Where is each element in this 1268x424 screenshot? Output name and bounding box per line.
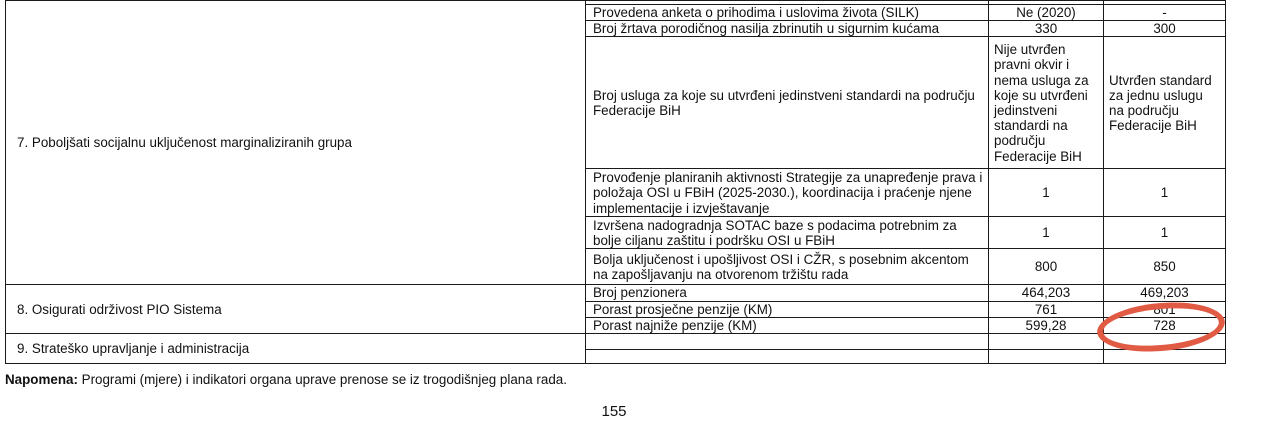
baseline-cell: 599,28: [989, 317, 1104, 333]
indicator-cell: Broj žrtava porodičnog nasilja zbrinutih u sigurnim kućama: [586, 21, 989, 37]
target-cell: 801: [1104, 301, 1226, 317]
indicators-table: [5, 0, 1225, 370]
indicator-cell: Broj usluga za koje su utvrđeni jedinstveni standardi na području Federacije BiH: [586, 37, 989, 169]
indicator-cell: [586, 334, 989, 350]
page-number: 155: [601, 403, 627, 420]
indicator-cell: Bolja uključenost i upošljivost OSI i CŽR, s posebnim akcentom na zapošljavanju na otvorenom tržištu rada: [586, 249, 989, 285]
baseline-cell: 464,203: [989, 285, 1104, 301]
indicator-cell: [586, 350, 989, 364]
indicator-cell: Broj penzionera: [586, 285, 989, 301]
baseline-cell: [989, 350, 1104, 364]
baseline-cell: Ne (2020): [989, 5, 1104, 21]
baseline-cell: 1: [989, 169, 1104, 217]
goal-8-text: 8. Osigurati održivost PIO Sistema: [17, 301, 222, 317]
goal-7-text: 7. Poboljšati socijalnu uključenost marginaliziranih grupa: [17, 135, 352, 151]
baseline-cell: 761: [989, 301, 1104, 317]
goal-9-cell: [6, 334, 586, 364]
goal-9-text: 9. Strateško upravljanje i administracija: [17, 340, 250, 356]
target-cell: [1104, 350, 1226, 364]
indicator-cell: Porast prosječne penzije (KM): [586, 301, 989, 317]
footnote: [5, 372, 567, 387]
target-cell: 850: [1104, 249, 1226, 285]
table: [5, 0, 1226, 364]
baseline-cell: 1: [989, 217, 1104, 249]
indicator-cell: Izvršena nadogradnja SOTAC baze s podacima potrebnim za bolje ciljanu zaštitu i podršku OSI u FBiH: [586, 217, 989, 249]
indicator-cell: Provođenje planiranih aktivnosti Strategije za unapređenje prava i položaja OSI u FBiH (2025-2030.), koordinacija i praćenje njene implementacije i izvještavanje: [586, 169, 989, 217]
target-cell: 728: [1104, 317, 1226, 333]
target-cell: [1104, 334, 1226, 350]
indicator-cell: Provedena anketa o prihodima i uslovima života (SILK): [586, 5, 989, 21]
target-cell: 1: [1104, 169, 1226, 217]
target-cell: 469,203: [1104, 285, 1226, 301]
target-cell: Utvrđen standard za jednu uslugu na području Federacije BiH: [1104, 37, 1226, 169]
target-cell: -: [1104, 5, 1226, 21]
baseline-cell: [989, 334, 1104, 350]
target-cell: 1: [1104, 217, 1226, 249]
baseline-cell: 330: [989, 21, 1104, 37]
table-row: [6, 334, 1226, 350]
goal-7-cell: [6, 1, 586, 285]
indicator-cell: Porast najniže penzije (KM): [586, 317, 989, 333]
goal-8-cell: [6, 285, 586, 334]
target-cell: 300: [1104, 21, 1226, 37]
note-text: Programi (mjere) i indikatori organa uprave prenose se iz trogodišnjeg plana rada.: [77, 372, 567, 387]
baseline-cell: Nije utvrđen pravni okvir i nema usluga za koje su utvrđeni jedinstveni standardi na području Federacije BiH: [989, 37, 1104, 169]
baseline-cell: 800: [989, 249, 1104, 285]
table-row: [6, 285, 1226, 301]
note-label: Napomena:: [5, 372, 78, 387]
